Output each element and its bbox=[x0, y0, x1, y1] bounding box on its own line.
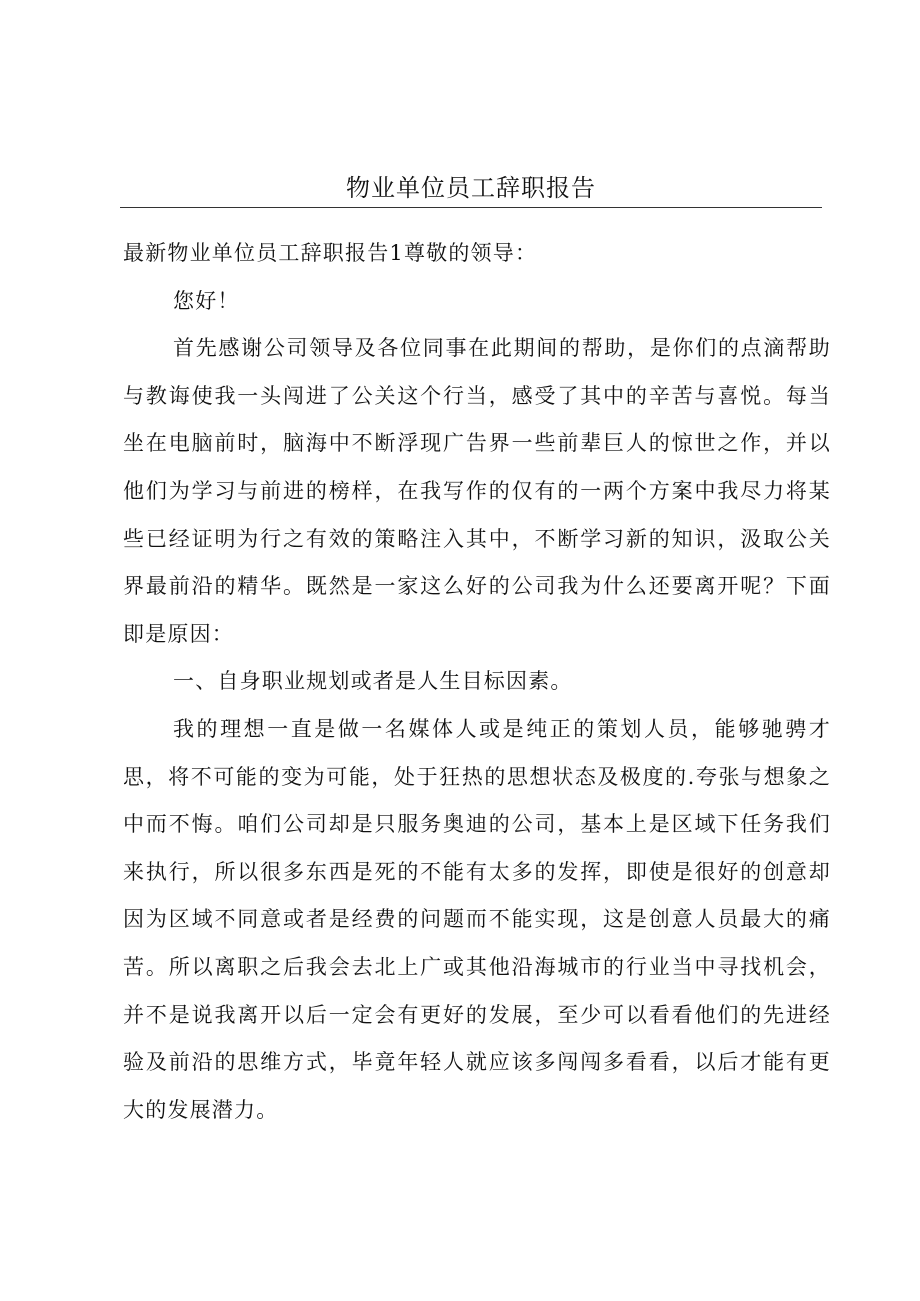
document-title: 物业单位员工辞职报告 bbox=[346, 174, 596, 202]
paragraph-thanks: 首先感谢公司领导及各位同事在此期间的帮助，是你们的点滴帮助与教诲使我一头闯进了公关这个行当，感受了其中的辛苦与喜悦。每当坐在电脑前时，脑海中不断浮现广告界一些前辈巨人的惊世之作，并以他们为学习与前进的榜样，在我写作的仅有的一两个方案中我尽力将某些已经证明为行之有效的策略注入其中，不断学习新的知识，汲取公关界最前沿的精华。既然是一家这么好的公司我为什么还要离开呢？下面即是原因： bbox=[123, 336, 831, 646]
salutation-line: 最新物业单位员工辞职报告1尊敬的领导： bbox=[123, 241, 538, 265]
paragraph-reason-1: 我的理想一直是做一名媒体人或是纯正的策划人员，能够驰骋才思，将不可能的变为可能，处于狂热的思想状态及极度的.夸张与想象之中而不悔。咱们公司却是只服务奥迪的公司，基本上是区域下任务我们来执行，所以很多东西是死的不能有太多的发挥，即使是很好的创意却因为区域不同意或者是经费的问题而不能实现，这是创意人员最大的痛苦。所以离职之后我会去北上广或其他沿海城市的行业当中寻找机会，并不是说我离开以后一定会有更好的发展，至少可以看看他们的先进经验及前沿的思维方式，毕竟年轻人就应该多闯闯多看看，以后才能有更大的发展潜力。 bbox=[123, 716, 831, 1122]
title-underline bbox=[120, 207, 822, 208]
document-body bbox=[123, 230, 831, 1134]
greeting: 您好！ bbox=[173, 288, 240, 313]
section-heading-1: 一、自身职业规划或者是人生目标因素。 bbox=[173, 669, 573, 694]
